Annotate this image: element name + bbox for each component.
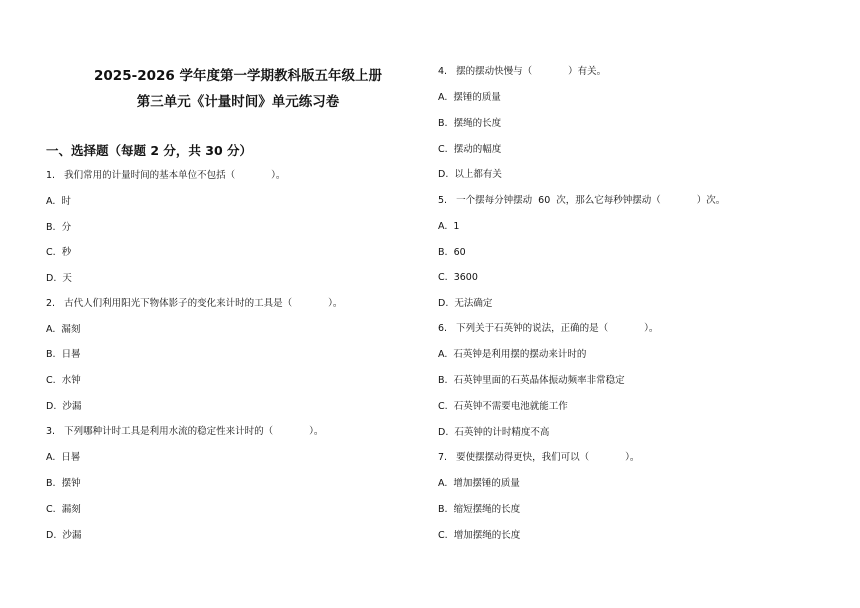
section-heading: 一、选择题（每题 2 分，共 30 分） <box>46 143 253 158</box>
question-stem: 7. 要使摆摆动得更快，我们可以（ ）。 <box>438 452 640 463</box>
answer-option: B. 摆钟 <box>46 478 81 489</box>
answer-option: C. 摆动的幅度 <box>438 144 502 155</box>
answer-option: B. 石英钟里面的石英晶体振动频率非常稳定 <box>438 375 625 386</box>
question-stem: 6. 下列关于石英钟的说法，正确的是（ ）。 <box>438 323 659 334</box>
answer-option: D. 天 <box>46 273 72 284</box>
answer-option: C. 漏刻 <box>46 504 81 515</box>
answer-option: B. 日晷 <box>46 349 81 360</box>
answer-option: A. 漏刻 <box>46 324 81 335</box>
answer-option: A. 摆锤的质量 <box>438 92 501 103</box>
answer-option: D. 以上都有关 <box>438 169 502 180</box>
question-stem: 2. 古代人们利用阳光下物体影子的变化来计时的工具是（ ）。 <box>46 298 343 309</box>
answer-option: C. 3600 <box>438 272 478 283</box>
answer-option: D. 沙漏 <box>46 401 82 412</box>
exam-title: 2025-2026 学年度第一学期教科版五年级上册 <box>94 68 382 84</box>
answer-option: C. 增加摆绳的长度 <box>438 530 521 541</box>
answer-option: D. 沙漏 <box>46 530 82 541</box>
answer-option: A. 石英钟是利用摆的摆动来计时的 <box>438 349 587 360</box>
answer-option: C. 水钟 <box>46 375 81 386</box>
answer-option: B. 缩短摆绳的长度 <box>438 504 521 515</box>
question-stem: 3. 下列哪种计时工具是利用水流的稳定性来计时的（ ）。 <box>46 426 324 437</box>
answer-option: B. 分 <box>46 222 72 233</box>
exam-subtitle: 第三单元《计量时间》单元练习卷 <box>136 94 340 110</box>
answer-option: A. 时 <box>46 196 71 207</box>
answer-option: A. 日晷 <box>46 452 81 463</box>
question-stem: 5. 一个摆每分钟摆动 60 次，那么它每秒钟摆动（ ）次。 <box>438 195 726 206</box>
answer-option: C. 秒 <box>46 247 72 258</box>
answer-option: A. 增加摆锤的质量 <box>438 478 520 489</box>
answer-option: A. 1 <box>438 221 460 232</box>
question-stem: 1. 我们常用的计量时间的基本单位不包括（ ）。 <box>46 170 286 181</box>
answer-option: D. 石英钟的计时精度不高 <box>438 427 550 438</box>
answer-option: B. 60 <box>438 247 466 258</box>
question-stem: 4. 摆的摆动快慢与（ ）有关。 <box>438 66 607 77</box>
answer-option: B. 摆绳的长度 <box>438 118 502 129</box>
answer-option: D. 无法确定 <box>438 298 493 309</box>
answer-option: C. 石英钟不需要电池就能工作 <box>438 401 568 412</box>
